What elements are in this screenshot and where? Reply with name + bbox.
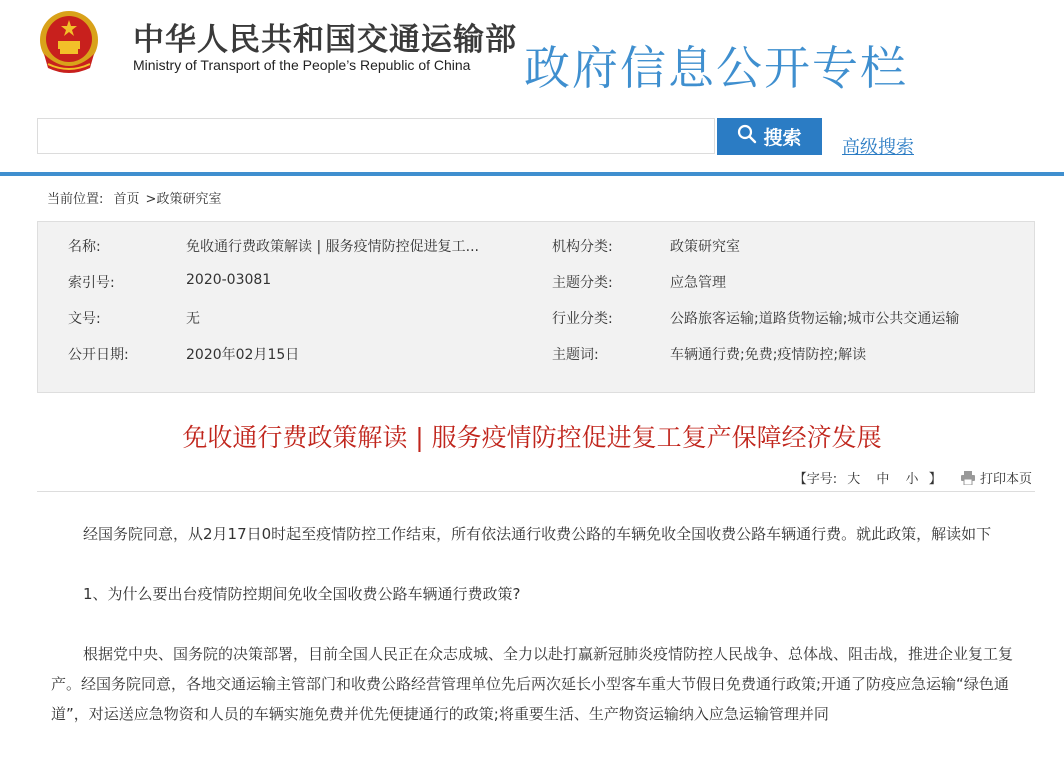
info-value: 2020-03081	[186, 272, 272, 288]
body-paragraph: 根据党中央、国务院的决策部署，目前全国人民正在众志成城、全力以赴打赢新冠肺炎疫情防控人民战争、总体战、阻击战，推进企业复工复产。经国务院同意，各地交通运输主管部门和收费公路经营管理单位先后两次延长小型客车重大节假日免费通行政策;开通了防疫应急运输“绿色通道”，对运送应急物资和人员的车辆实施免费并优先便捷通行的政策;将重要生活、生产物资运输纳入应急运输管理并同	[51, 645, 1014, 723]
document-info-panel	[37, 221, 1035, 393]
info-label: 机构分类:	[552, 239, 613, 255]
document-body	[51, 519, 1026, 759]
document-title: 免收通行费政策解读 | 服务疫情防控促进复工复产保障经济发展	[182, 423, 882, 452]
info-value: 政策研究室	[670, 239, 740, 255]
breadcrumb-current[interactable]: 政策研究室	[156, 192, 222, 207]
breadcrumb-prefix: 当前位置:	[47, 192, 104, 207]
content-divider	[37, 491, 1035, 492]
info-label: 公开日期:	[68, 347, 129, 363]
search-input[interactable]	[37, 118, 715, 154]
info-row	[38, 236, 1036, 256]
info-value: 应急管理	[670, 275, 726, 291]
breadcrumb	[47, 188, 227, 207]
body-paragraph: 1、为什么要出台疫情防控期间免收全国收费公路车辆通行费政策?	[83, 585, 521, 603]
printer-icon	[960, 472, 980, 487]
info-row	[38, 272, 1036, 292]
breadcrumb-separator: >	[145, 192, 157, 207]
ministry-name-en: Ministry of Transport of the People’s Republic of China	[133, 57, 471, 73]
breadcrumb-home[interactable]: 首页	[113, 192, 140, 207]
font-size-close: 】	[928, 472, 942, 487]
page-tools	[0, 468, 1032, 488]
national-emblem-icon	[36, 8, 102, 76]
info-label: 行业分类:	[552, 311, 613, 327]
font-size-small-button[interactable]: 小	[905, 472, 919, 487]
info-label: 索引号:	[68, 275, 115, 291]
info-value: 无	[186, 311, 200, 327]
search-button[interactable]	[717, 118, 822, 155]
info-value: 免收通行费政策解读 | 服务疫情防控促进复工...	[186, 239, 479, 255]
ministry-name-cn: 中华人民共和国交通运输部	[133, 22, 517, 58]
search-icon	[737, 124, 757, 149]
info-value: 2020年02月15日	[186, 347, 300, 363]
info-label: 文号:	[68, 311, 101, 327]
info-value: 公路旅客运输;道路货物运输;城市公共交通运输	[670, 311, 960, 327]
info-value: 车辆通行费;免费;疫情防控;解读	[670, 347, 867, 363]
info-label: 主题词:	[552, 347, 599, 363]
print-button[interactable]	[960, 472, 1032, 487]
font-size-large-button[interactable]: 大	[847, 472, 861, 487]
body-paragraph: 经国务院同意，从2月17日0时起至疫情防控工作结束，所有依法通行收费公路的车辆免收全国收费公路车辆通行费。就此政策，解读如下	[83, 525, 992, 543]
info-row	[38, 344, 1036, 364]
info-label: 主题分类:	[552, 275, 613, 291]
font-size-medium-button[interactable]: 中	[876, 472, 890, 487]
print-label: 打印本页	[979, 472, 1032, 487]
column-title: 政府信息公开专栏	[524, 41, 908, 95]
page-header	[0, 0, 1064, 175]
info-row	[38, 308, 1036, 328]
search-button-label: 搜索	[763, 127, 802, 149]
info-label: 名称:	[68, 239, 101, 255]
font-size-label: 【字号:	[793, 472, 838, 487]
header-divider	[0, 172, 1064, 176]
advanced-search-link[interactable]: 高级搜索	[842, 137, 914, 158]
